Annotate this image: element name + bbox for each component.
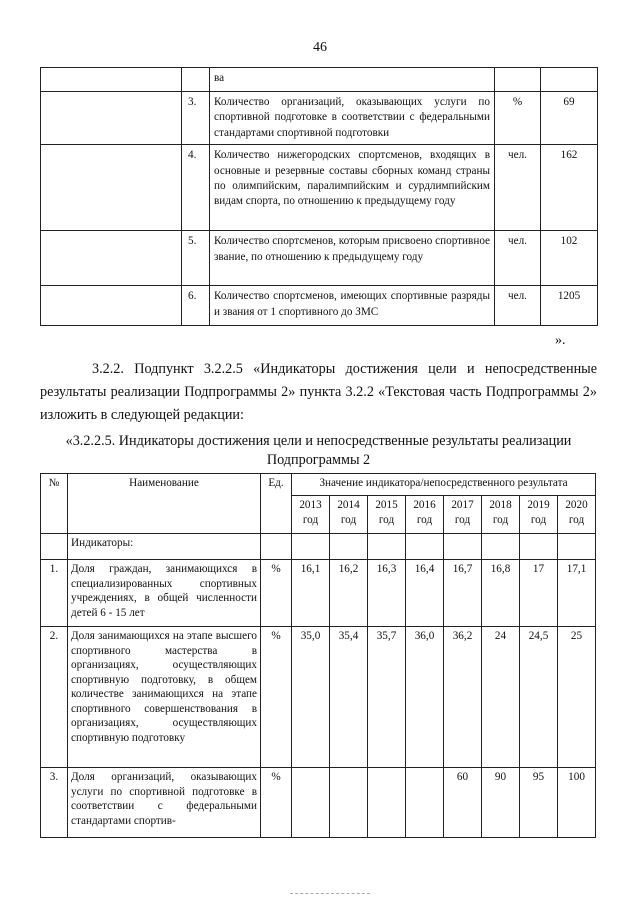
table-row: 4. Количество нижегородских спортсменов, входящих в основные и резервные составы сборных команд страны по олимпийским, паралимпийским и сурдлимпийским видам спорта, по отношению к предыдущему году чел. 162 (41, 145, 598, 231)
continued-indicator-table (40, 67, 598, 326)
table-row: 6. Количество спортсменов, имеющих спортивные разряды и звания от 1 спортивного до ЗМС чел. 1205 (41, 286, 598, 326)
table-row: 3. Количество организаций, оказывающих услуги по спортивной подготовке в соответствии с федеральными стандартами спортивной подготовки % 69 (41, 92, 598, 145)
table-row: 1. Доля граждан, занимающихся в специализированных спортивных учреждениях, в общей численности детей 6 - 15 лет % 16,1 16,2 16,3 16,4 16,7 16,8 17 17,1 (41, 560, 596, 627)
year-header: 2014 год (330, 496, 368, 534)
indicators-table (40, 473, 596, 838)
col-header-num: № (41, 474, 68, 534)
table-row: 2. Доля занимающихся на этапе высшего спортивного мастерства в организациях, осуществляющих спортивную подготовку, в общем количестве занимающихся на этапе спортивного совершенствования в организациях, осуществляющих спортивную подготовку % 35,0 35,4 35,7 36,0 36,2 24 24,5 25 (41, 627, 596, 768)
indicators-label: Индикаторы: (68, 534, 261, 560)
table-row: 3. Доля организаций, оказывающих услуги по спортивной подготовке в соответствии с федеральными стандартами спортив- % 60 90 95 100 (41, 768, 596, 838)
year-header: 2016 год (406, 496, 444, 534)
year-header: 2020 год (558, 496, 596, 534)
year-header: 2017 год (444, 496, 482, 534)
closing-quote: ». (555, 333, 566, 348)
section-title: «3.2.2.5. Индикаторы достижения цели и непосредственные результаты реализации Подпрограммы 2 (65, 433, 572, 468)
page-number: 46 (313, 40, 327, 55)
amendment-paragraph: 3.2.2. Подпункт 3.2.2.5 «Индикаторы достижения цели и непосредственные результаты реализации Подпрограммы 2» пункта 3.2.2 «Текстовая часть Подпрограммы 2» изложить в следующей редакции: (40, 361, 597, 423)
col-header-values: Значение индикатора/непосредственного результата (292, 474, 596, 496)
year-header: 2018 год (482, 496, 520, 534)
table-row: ва (41, 68, 598, 92)
year-header: 2013 год (292, 496, 330, 534)
year-header: 2015 год (368, 496, 406, 534)
col-header-unit: Ед. (261, 474, 292, 534)
scan-artifact-divider (290, 893, 370, 896)
col-header-name: Наименование (68, 474, 261, 534)
table-row (41, 534, 596, 560)
table-row: 5. Количество спортсменов, которым присвоено спортивное звание, по отношению к предыдущему году чел. 102 (41, 231, 598, 286)
year-header: 2019 год (520, 496, 558, 534)
